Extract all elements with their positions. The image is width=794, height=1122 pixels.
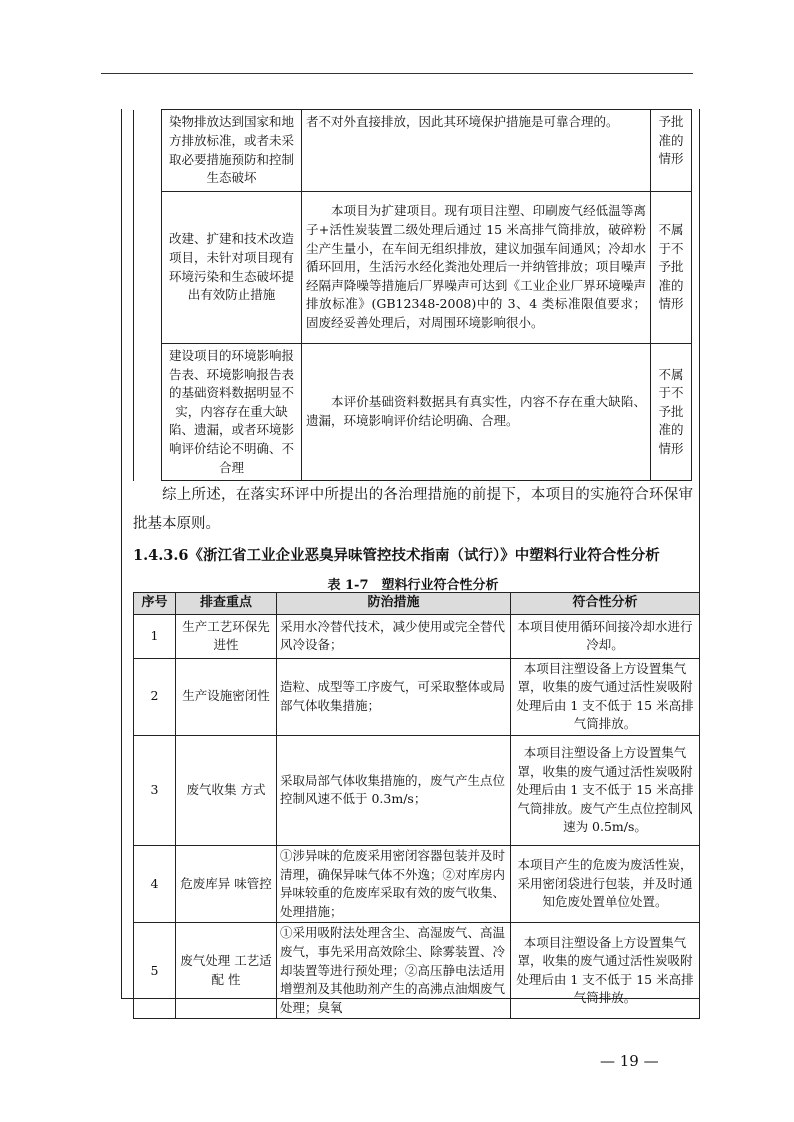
row-no: 3 bbox=[134, 735, 176, 845]
row-measure: 造粒、成型等工序废气，可采取整体或局部气体收集措施； bbox=[277, 658, 511, 735]
result-cell: 不属于不予批准的情形 bbox=[651, 344, 692, 481]
table-caption: 表 1-7 塑料行业符合性分析 bbox=[327, 578, 499, 593]
row-focus: 废气处理 工艺适配 性 bbox=[176, 923, 277, 1019]
row-measure: ①采用吸附法处理含尘、高湿废气、高温废气，事先采用高效除尘、除雾装置、冷却装置等进行预处理；②高压静电法适用增塑剂及其他助剂产生的高沸点油烟废气处理；臭氧 bbox=[277, 923, 511, 1019]
section-heading: 1.4.3.6《浙江省工业企业恶臭异味管控技术指南（试行）》中塑料行业符合性分析 bbox=[133, 547, 660, 564]
header-no: 序号 bbox=[134, 593, 176, 615]
table-row bbox=[134, 845, 700, 922]
header-rule bbox=[101, 73, 693, 74]
row-analysis: 本项目注塑设备上方设置集气罩，收集的废气通过活性炭吸附处理后由 1 支不低于 15 米高排气筒排放。废气产生点位控制风速为 0.5m/s。 bbox=[511, 735, 700, 845]
header-focus: 排查重点 bbox=[176, 593, 277, 615]
condition-cell: 建设项目的环境影响报告表、环境影响报告表的基础资料数据明显不实，内容存在重大缺陷、遗漏，或者环境影响评价结论不明确、不合理 bbox=[162, 344, 302, 481]
result-cell: 不属于不予批准的情形 bbox=[651, 192, 692, 344]
summary-paragraph: 综上所述，在落实环评中所提出的各治理措施的前提下，本项目的实施符合环保审批基本原则。 bbox=[133, 487, 693, 532]
row-analysis: 本项目产生的危废为废活性炭，采用密闭袋进行包装，并及时通知危废处置单位处置。 bbox=[511, 845, 700, 922]
result-cell: 予批准的情形 bbox=[651, 110, 692, 192]
table-row bbox=[134, 923, 700, 1019]
spacer-cell bbox=[134, 110, 162, 481]
row-focus: 危废库异 味管控 bbox=[176, 845, 277, 922]
row-focus: 废气收集 方式 bbox=[176, 735, 277, 845]
approval-principles-table bbox=[133, 109, 692, 481]
row-no: 2 bbox=[134, 658, 176, 735]
row-no: 5 bbox=[134, 923, 176, 1019]
row-analysis: 本项目使用循环间接冷却水进行冷却。 bbox=[511, 614, 700, 658]
table-row bbox=[134, 658, 700, 735]
analysis-cell: 者不对外直接排放，因此其环境保护措施是可靠合理的。 bbox=[302, 110, 651, 192]
row-measure: ①涉异味的危废采用密闭容器包装并及时清理，确保异味气体不外逸；②对库房内异味较重的危废库采取有效的废气收集、处理措施； bbox=[277, 845, 511, 922]
row-measure: 采取局部气体收集措施的，废气产生点位控制风速不低于 0.3m/s； bbox=[277, 735, 511, 845]
plastics-compliance-table bbox=[133, 592, 700, 1019]
analysis-cell: 本评价基础资料数据具有真实性，内容不存在重大缺陷、遗漏，环境影响评价结论明确、合理。 bbox=[302, 344, 651, 481]
row-no: 1 bbox=[134, 614, 176, 658]
condition-cell: 改建、扩建和技术改造项目，未针对项目现有环境污染和生态破坏提出有效防止措施 bbox=[162, 192, 302, 344]
header-analysis: 符合性分析 bbox=[511, 593, 700, 615]
condition-cell: 染物排放达到国家和地方排放标准，或者未采取必要措施预防和控制生态破坏 bbox=[162, 110, 302, 192]
row-analysis: 本项目注塑设备上方设置集气罩，收集的废气通过活性炭吸附处理后由 1 支不低于 15 米高排气筒排放。 bbox=[511, 923, 700, 1019]
analysis-cell: 本项目为扩建项目。现有项目注塑、印刷废气经低温等离子+活性炭装置二级处理后通过 15 米高排气筒排放，破碎粉尘产生量小，在车间无组织排放，建议加强车间通风；冷却水循环回用，生活污水经化粪池处理后一并纳管排放；项目噪声经隔声降噪等措施后厂界噪声可达到《工业企业厂界环境噪声排放标准》(GB12348-2008)中的 3、4 类标准限值要求；固废经妥善处理后，对周围环境影响很小。 bbox=[302, 192, 651, 344]
table-row bbox=[134, 614, 700, 658]
table-row bbox=[134, 735, 700, 845]
row-no: 4 bbox=[134, 845, 176, 922]
row-measure: 采用水冷替代技术，减少使用或完全替代风冷设备； bbox=[277, 614, 511, 658]
page-number: — 19 — bbox=[600, 1052, 659, 1070]
table-row bbox=[134, 344, 692, 481]
header-measure: 防治措施 bbox=[277, 593, 511, 615]
row-analysis: 本项目注塑设备上方设置集气罩，收集的废气通过活性炭吸附处理后由 1 支不低于 15 米高排气筒排放。 bbox=[511, 658, 700, 735]
row-focus: 生产设施密闭性 bbox=[176, 658, 277, 735]
table-header-row bbox=[134, 593, 700, 615]
table-row bbox=[134, 110, 692, 192]
row-focus: 生产工艺环保先进性 bbox=[176, 614, 277, 658]
table-row bbox=[134, 192, 692, 344]
